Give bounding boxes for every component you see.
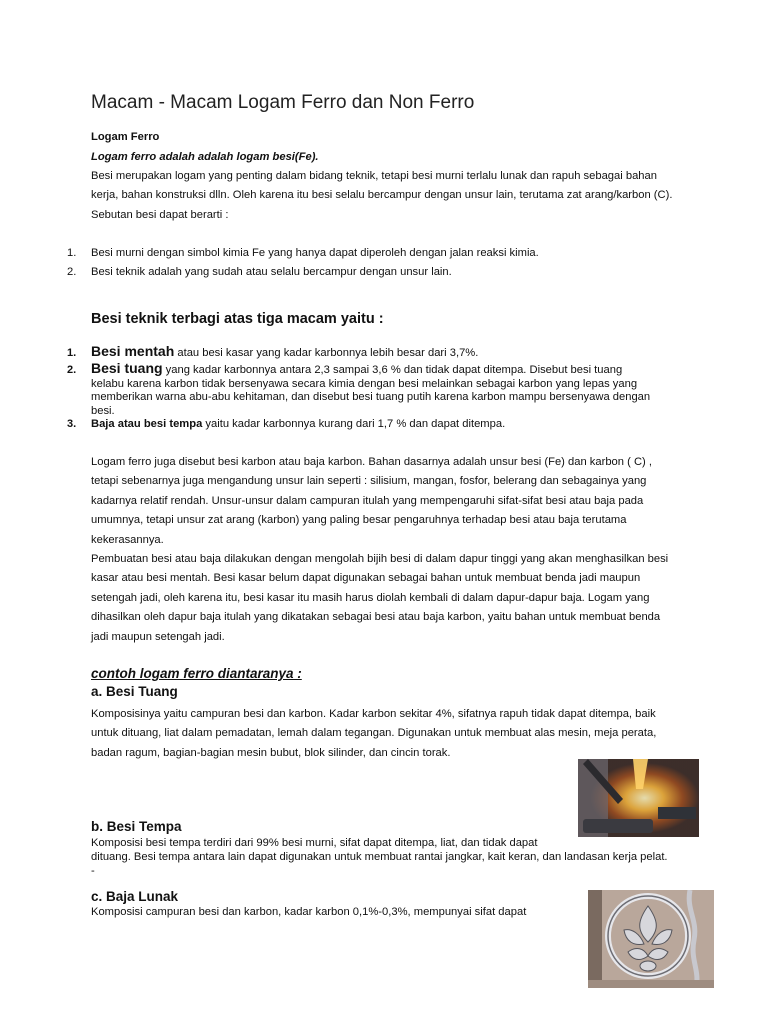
teknik-list — [67, 345, 707, 431]
para-line: umumnya, tetapi unsur zat arang (karbon) yang paling besar pengaruhnya terhadap besi atau baja terutama — [91, 514, 627, 527]
list-desc-cont: besi. — [91, 404, 115, 417]
besi-tuang-paragraph — [91, 705, 656, 763]
para-line: Komposisi besi tempa terdiri dari 99% besi murni, sifat dapat ditempa, liat, dan tidak dapat — [91, 837, 538, 849]
ornament-photo — [588, 890, 714, 988]
list-desc: yang kadar karbonnya antara 2,3 sampai 3,6 % dan tidak dapat ditempa. Disebut besi tuang — [162, 364, 623, 377]
list-term: Besi tuang — [91, 360, 163, 377]
besi-tempa-paragraph — [91, 837, 668, 864]
list-item — [67, 263, 539, 282]
para-line: setengah jadi, oleh karena itu, besi kasar itu masih harus diolah kembali di dalam dapur-dapur baja. Logam yang — [91, 591, 650, 604]
wrought-iron-ornament-image — [588, 890, 714, 988]
intro-line: kerja, bahan konstruksi dlln. Oleh karena itu besi selalu bercampur dengan unsur lain, terutama zat arang/karbon (C). — [91, 189, 673, 202]
molten-iron-casting-image — [578, 759, 699, 837]
list-number: 1. — [67, 247, 77, 259]
list-term: Besi mentah — [91, 343, 175, 359]
subheading-besi-tempa: b. Besi Tempa — [91, 819, 182, 834]
list-desc-cont: kelabu karena karbon tidak bersenyawa secara kimia dengan besi melainkan sebagai karbon yang lepas yang — [91, 377, 638, 390]
body-paragraph — [91, 453, 668, 647]
para-line: tetapi sebenarnya juga mengandung unsur lain seperti : silisium, mangan, fosfor, belerang dan sebagainya yang — [91, 475, 647, 488]
list-number: 3. — [67, 418, 77, 431]
list-item — [67, 345, 707, 360]
para-line: Pembuatan besi atau baja dilakukan dengan mengolah bijih besi di dalam dapur tinggi yang akan menghasilkan besi — [91, 553, 669, 566]
subheading-besi-tuang: a. Besi Tuang — [91, 684, 178, 699]
baja-lunak-paragraph — [91, 906, 526, 919]
list-desc: yaitu kadar karbonnya kurang dari 1,7 % dan dapat ditempa. — [202, 418, 506, 431]
para-line: badan ragum, bagian-bagian mesin bubut, blok silinder, dan cincin torak. — [91, 746, 451, 759]
para-line: Komposisinya yaitu campuran besi dan karbon. Kadar karbon sekitar 4%, sifatnya rapuh tidak dapat ditempa, baik — [91, 708, 656, 720]
page-title: Macam - Macam Logam Ferro dan Non Ferro — [91, 92, 475, 113]
list-desc: atau besi kasar yang kadar karbonnya lebih besar dari 3,7%. — [174, 347, 479, 359]
intro-line: Sebutan besi dapat berarti : — [91, 208, 229, 221]
list-item — [67, 244, 539, 263]
list-text: Besi teknik adalah yang sudah atau selalu bercampur dengan unsur lain. — [91, 266, 452, 279]
subheading-baja-lunak: c. Baja Lunak — [91, 889, 179, 904]
list-number: 2. — [67, 364, 77, 377]
para-line: dihasilkan oleh dapur baja itulah yang dikatakan sebagai besi atau baja karbon, yaitu bahan untuk membuat benda — [91, 611, 661, 624]
para-line: untuk dituang, liat dalam pemadatan, lemah dalam tegangan. Digunakan untuk membuat alas mesin, meja perata, — [91, 727, 657, 740]
definition-text: Logam ferro adalah adalah logam besi(Fe). — [91, 151, 319, 163]
dash-marker: - — [91, 865, 95, 877]
list-term: Baja atau besi tempa — [91, 418, 203, 431]
besi-list — [67, 244, 539, 283]
list-number: 2. — [67, 266, 77, 279]
para-line: kasar atau besi mentah. Besi kasar belum dapat digunakan sebagai bahan untuk membuat benda jadi maupun — [91, 572, 641, 585]
list-item — [67, 418, 707, 431]
list-text: Besi murni dengan simbol kimia Fe yang hanya dapat diperoleh dengan jalan reaksi kimia. — [91, 247, 539, 259]
para-line: dituang. Besi tempa antara lain dapat digunakan untuk membuat rantai jangkar, kait keran, dan landasan kerja pelat. — [91, 850, 668, 863]
para-line: kadarnya relatif rendah. Unsur-unsur dalam campuran itulah yang mempengaruhi sifat-sifat besi atau baja pada — [91, 494, 644, 507]
para-line: Komposisi campuran besi dan karbon, kadar karbon 0,1%-0,3%, mempunyai sifat dapat — [91, 906, 527, 918]
casting-photo — [578, 759, 699, 837]
list-desc-cont: memberikan warna abu-abu kehitaman, dan disebut besi tuang putih karena karbon mampu bersenyawa dengan — [91, 391, 651, 404]
intro-paragraph — [91, 167, 672, 225]
section-heading-logam-ferro: Logam Ferro — [91, 131, 160, 143]
section-heading-contoh: contoh logam ferro diantaranya : — [91, 666, 302, 681]
para-line: Logam ferro juga disebut besi karbon atau baja karbon. Bahan dasarnya adalah unsur besi (Fe) dan karbon ( C) , — [91, 456, 652, 468]
para-line: jadi maupun setengah jadi. — [91, 630, 225, 643]
section-heading-besi-teknik: Besi teknik terbagi atas tiga macam yaitu : — [91, 311, 384, 327]
para-line: kekerasannya. — [91, 533, 164, 546]
list-item — [67, 362, 707, 377]
list-number: 1. — [67, 347, 77, 359]
intro-line: Besi merupakan logam yang penting dalam bidang teknik, tetapi besi murni terlalu lunak dan rapuh sebagai bahan — [91, 170, 657, 182]
